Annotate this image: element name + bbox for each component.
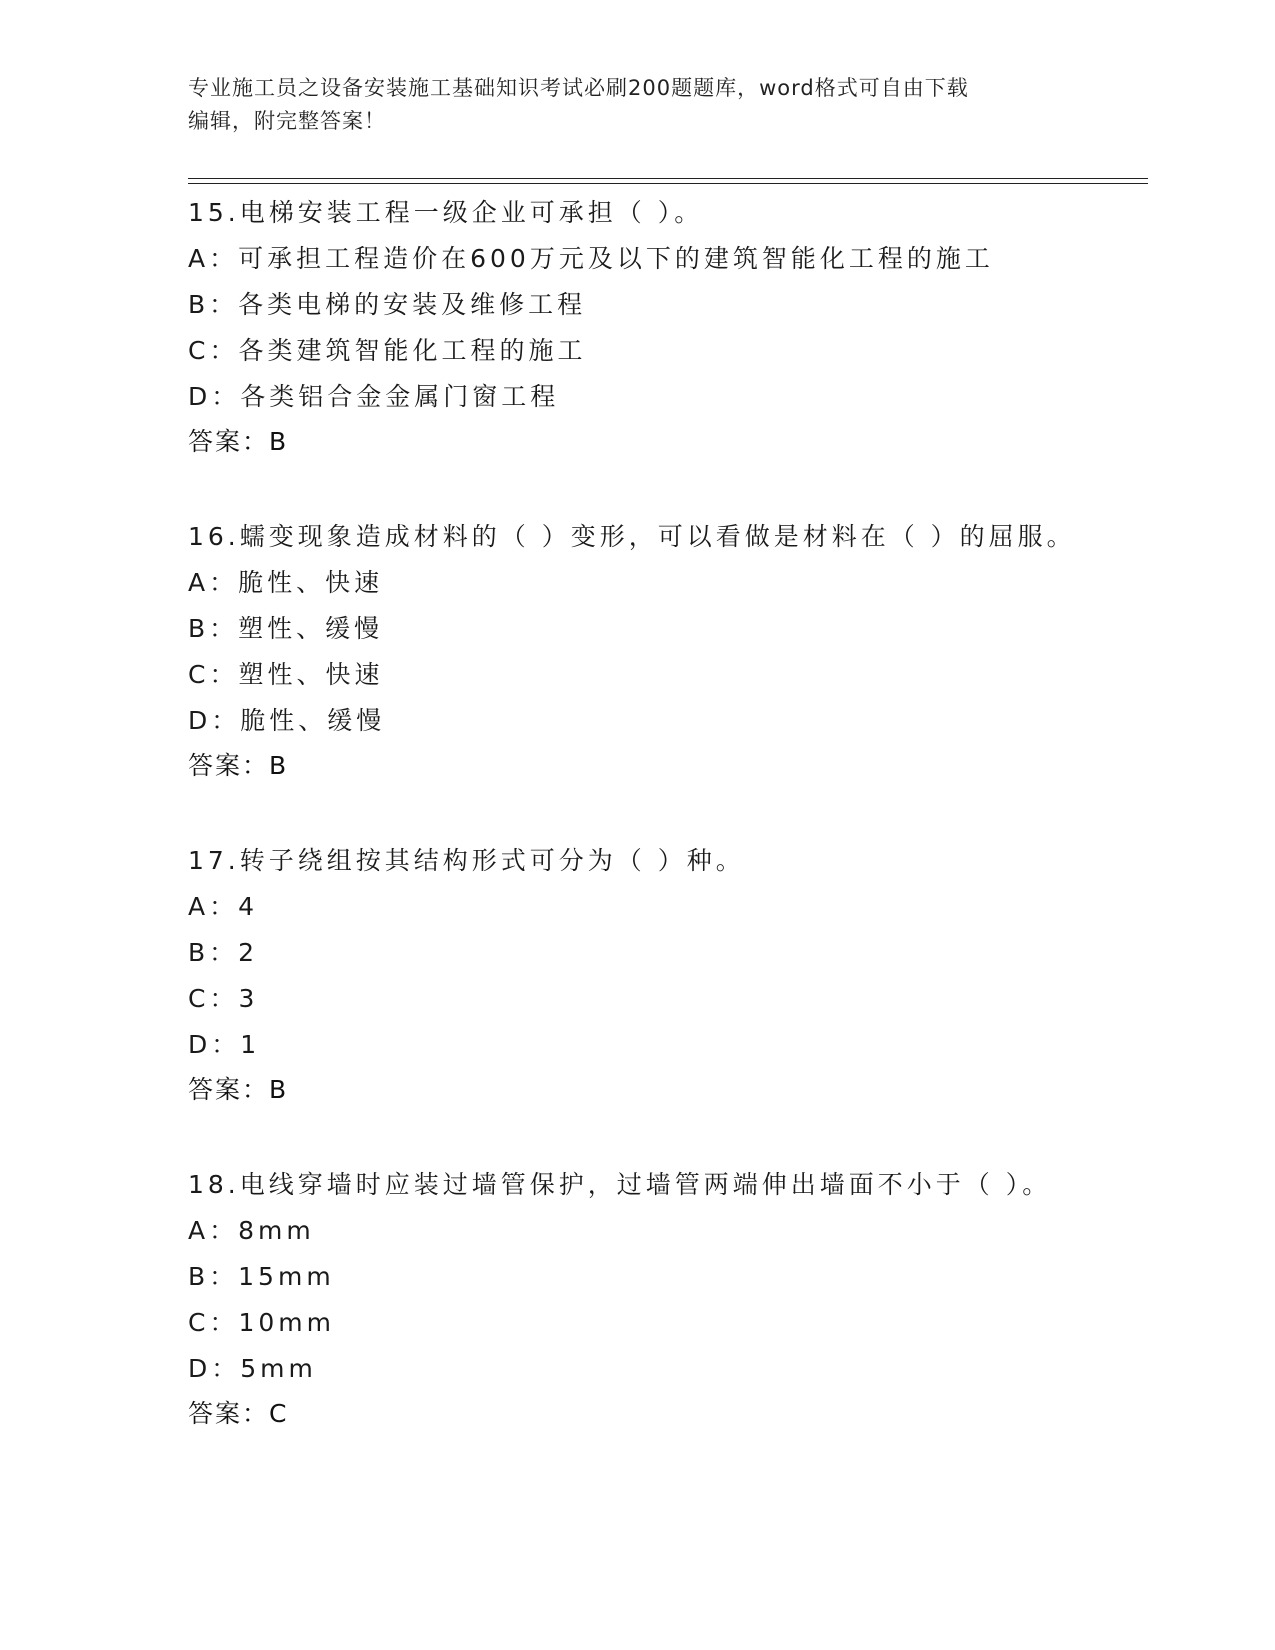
option-a: A：脆性、快速 <box>188 568 384 597</box>
answer: 答案：C <box>188 1399 289 1428</box>
option-b: B：各类电梯的安装及维修工程 <box>188 290 587 319</box>
answer: 答案：B <box>188 1075 289 1104</box>
option-a: A：8mm <box>188 1216 315 1245</box>
header-rule-top <box>188 178 1148 179</box>
option-d: D：1 <box>188 1030 261 1059</box>
option-b: B：塑性、缓慢 <box>188 614 384 643</box>
question-15 <box>188 190 1148 464</box>
header-line-1: 专业施工员之设备安装施工基础知识考试必刷200题题库，word格式可自由下载 <box>188 76 969 100</box>
option-d: D：脆性、缓慢 <box>188 706 386 735</box>
header-line-2: 编辑，附完整答案！ <box>188 109 386 133</box>
option-d: D：各类铝合金金属门窗工程 <box>188 382 560 411</box>
option-c: C：3 <box>188 984 259 1013</box>
option-b: B：2 <box>188 938 259 967</box>
answer: 答案：B <box>188 427 289 456</box>
question-stem: 16.蠕变现象造成材料的（ ）变形，可以看做是材料在（ ）的屈服。 <box>188 522 1076 551</box>
question-18 <box>188 1162 1148 1436</box>
document-header <box>188 72 1088 138</box>
option-c: C：塑性、快速 <box>188 660 384 689</box>
answer: 答案：B <box>188 751 289 780</box>
option-c: C：10mm <box>188 1308 335 1337</box>
option-d: D：5mm <box>188 1354 317 1383</box>
option-a: A：可承担工程造价在600万元及以下的建筑智能化工程的施工 <box>188 244 994 273</box>
question-17 <box>188 838 1148 1112</box>
question-stem: 18.电线穿墙时应装过墙管保护，过墙管两端伸出墙面不小于（ ）。 <box>188 1170 1052 1199</box>
header-rule-bottom <box>188 183 1148 184</box>
option-c: C：各类建筑智能化工程的施工 <box>188 336 587 365</box>
question-list <box>188 190 1148 1486</box>
question-stem: 17.转子绕组按其结构形式可分为（ ）种。 <box>188 846 745 875</box>
option-b: B：15mm <box>188 1262 335 1291</box>
option-a: A：4 <box>188 892 259 921</box>
question-16 <box>188 514 1148 788</box>
question-stem: 15.电梯安装工程一级企业可承担（ ）。 <box>188 198 704 227</box>
